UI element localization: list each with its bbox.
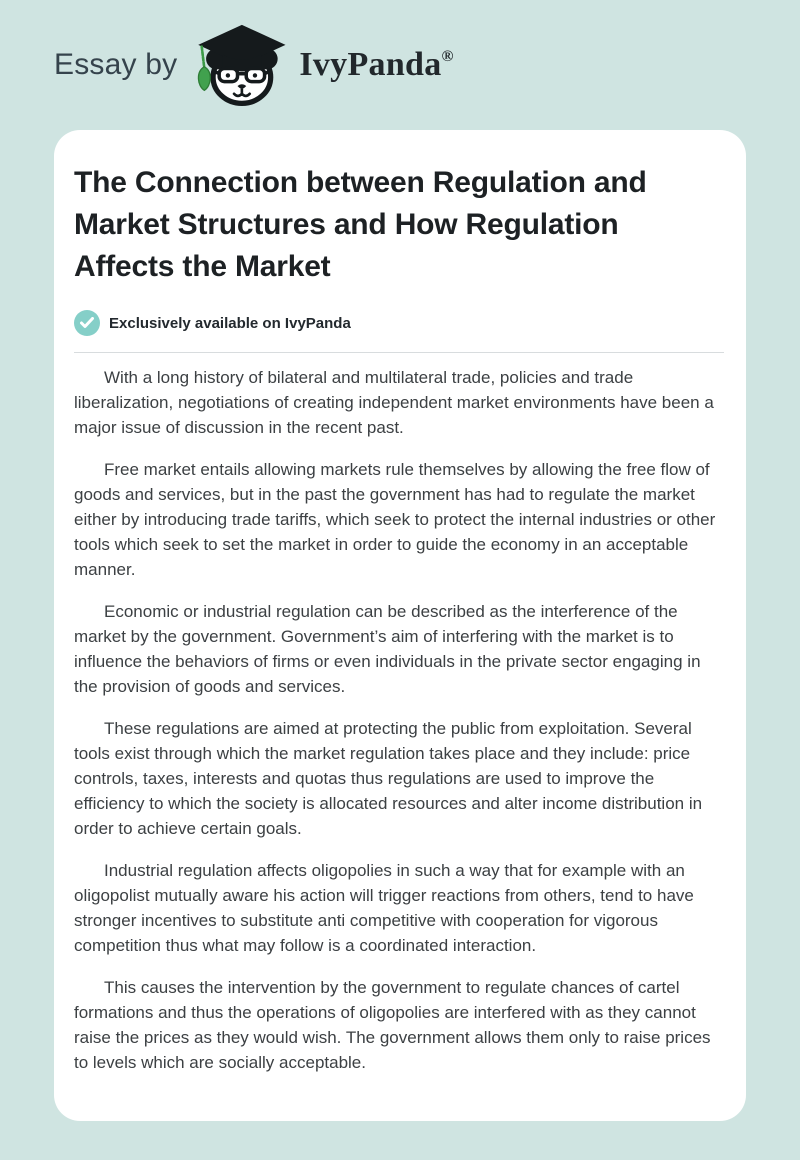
essay-paragraph: Industrial regulation affects oligopolies in such a way that for example with an oligopolist mutually aware his action will trigger reactions from others, tend to have stronger incentives to substitute anti competitive with cooperation for vigorous competition thus what may follow is a coordinated interaction. — [74, 861, 694, 955]
essay-paragraph: These regulations are aimed at protecting the public from exploitation. Several tools exist through which the market regulation takes place and they include: price controls, taxes, interests and quotas thus regulations are used to improve the efficiency to which the society is allocated resources and alter income distribution in order to achieve certain goals. — [74, 719, 703, 838]
brand-name — [299, 46, 453, 84]
essay-title: The Connection between Regulation and Market Structures and How Regulation Affects the Market — [74, 166, 647, 283]
divider — [74, 352, 724, 353]
site-header — [0, 0, 800, 130]
check-icon — [74, 310, 100, 336]
exclusive-badge-label: Exclusively available on IvyPanda — [109, 314, 351, 332]
exclusive-badge — [74, 310, 724, 336]
panda-graduate-logo-icon — [193, 22, 289, 108]
essay-paragraph: This causes the intervention by the government to regulate chances of cartel formations and thus the operations of oligopolies are interfered with as they cannot raise the prices as they would wish. The government allows them only to raise prices to levels which are socially acceptable. — [74, 978, 711, 1072]
essay-paragraph: With a long history of bilateral and multilateral trade, policies and trade liberalization, negotiations of creating independent market environments have been a major issue of discussion in the recent past. — [74, 368, 714, 437]
essay-paragraph: Free market entails allowing markets rule themselves by allowing the free flow of goods and services, but in the past the government has had to regulate the market either by introducing trade tariffs, which seek to protect the internal industries or other tools which seek to set the market in order to guide the economy in an acceptable manner. — [74, 460, 716, 579]
essay-by-label: Essay by — [54, 48, 178, 81]
essay-card — [54, 130, 746, 1121]
brand-text: IvyPanda — [299, 46, 442, 83]
registered-mark: ® — [441, 48, 454, 65]
essay-paragraph: Economic or industrial regulation can be described as the interference of the market by the government. Government’s aim of interfering with the market is to influence the behaviors of firms or even individuals in the private sector engaging in the provision of goods and services. — [74, 602, 701, 696]
essay-body — [74, 365, 724, 1075]
